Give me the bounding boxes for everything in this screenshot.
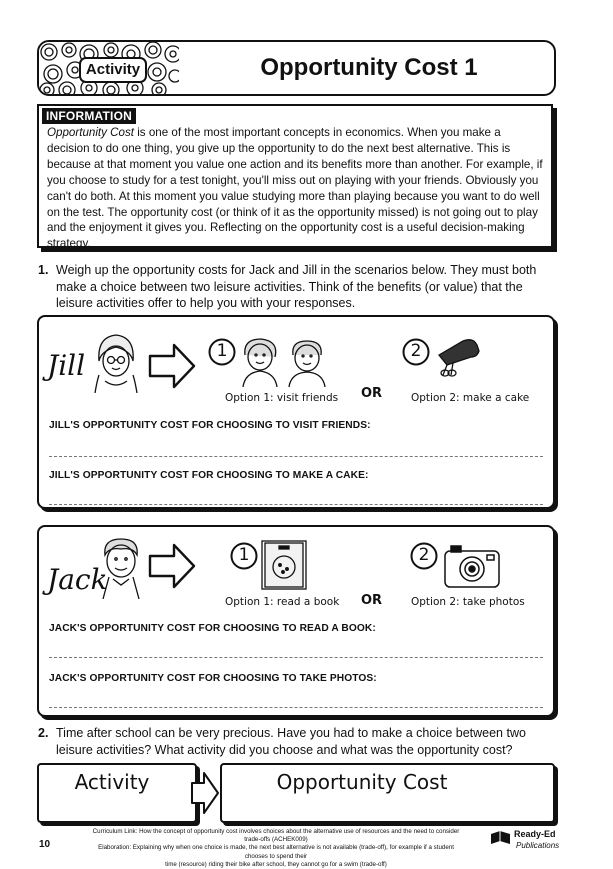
curriculum-line-2: Elaboration: Explaining why when one choice is made, the next best alternative is not available (trade-off), for example if a student chooses to spend their <box>98 844 454 860</box>
opportunity-cost-answer-box[interactable] <box>220 763 555 823</box>
curriculum-line-3: time (resource) riding their bike after school, they cannot go for a swim (trade-off) <box>165 860 387 868</box>
jill-option-1-number: 1 <box>216 341 228 361</box>
bottom-arrow-icon <box>190 770 220 816</box>
jill-option-2-number: 2 <box>410 341 422 361</box>
jack-option-1-number: 1 <box>238 545 250 565</box>
jill-option-2-label: Option 2: make a cake <box>411 392 530 404</box>
activity-tag: Activity <box>79 57 147 83</box>
question-1-number: 1. <box>38 263 49 277</box>
jill-answer-line-1[interactable] <box>49 456 543 457</box>
jill-cost-question-1: JILL'S OPPORTUNITY COST FOR CHOOSING TO VISIT FRIENDS: <box>49 420 371 431</box>
question-2-number: 2. <box>38 726 49 740</box>
brand-sub: Publications <box>516 841 560 850</box>
jill-option-1-label: Option 1: visit friends <box>225 392 339 404</box>
jack-or-label: OR <box>361 593 383 608</box>
question-2-text: Time after school can be very precious. Have you had to make a choice between two leisure activities? What activity did you choose and what was the opportunity cost? <box>56 726 526 757</box>
jack-scenario-box <box>37 525 555 717</box>
book-icon <box>259 539 309 591</box>
jill-arrow-icon <box>147 342 197 390</box>
jack-option-1-label: Option 1: read a book <box>225 596 340 608</box>
jack-portrait-icon <box>97 535 145 599</box>
information-label: INFORMATION <box>42 108 136 124</box>
page-title: Opportunity Cost 1 <box>260 54 478 81</box>
jill-or-label: OR <box>361 386 383 401</box>
jack-arrow-icon <box>147 542 197 590</box>
jack-name: Jack <box>47 563 108 596</box>
information-box <box>37 104 553 251</box>
information-body: is one of the most important concepts in economics. When you make a decision to do one thing, you give up the opportunity to do the next best alternative. This is because at that moment you value one action and its benefits more than another. For example, if you choose to study for a test tonight, you'll miss out on playing with your friends. Obviously you can't do both. At this moment you value studying more than playing because you want to do well on the test. The opportunity cost (or think of it as the opportunity missed) is not going out to play and the enjoyment it gives you. Reflecting on the opportunity cost is a useful decision-making strategy. <box>47 126 543 251</box>
jack-cost-question-2: JACK'S OPPORTUNITY COST FOR CHOOSING TO TAKE PHOTOS: <box>49 673 377 684</box>
activity-box-label: Activity <box>74 770 150 794</box>
jill-name: Jill <box>47 349 86 382</box>
jack-option-2-number: 2 <box>418 545 430 565</box>
mixer-icon <box>433 337 485 377</box>
camera-icon <box>441 541 503 591</box>
information-term: Opportunity Cost <box>47 126 134 139</box>
jack-answer-line-1[interactable] <box>49 657 543 658</box>
ready-ed-logo-icon <box>490 830 512 846</box>
jack-cost-question-1: JACK'S OPPORTUNITY COST FOR CHOOSING TO READ A BOOK: <box>49 623 376 634</box>
jill-cost-question-2: JILL'S OPPORTUNITY COST FOR CHOOSING TO MAKE A CAKE: <box>49 470 369 481</box>
jack-answer-line-2[interactable] <box>49 707 543 708</box>
information-text <box>47 125 545 252</box>
activity-answer-box[interactable] <box>37 763 197 823</box>
curriculum-link <box>86 828 466 869</box>
jill-scenario-box <box>37 315 555 509</box>
jill-answer-line-2[interactable] <box>49 504 543 505</box>
curriculum-line-1: Curriculum Link: How the concept of opportunity cost involves choices about the alternative use of resources and the need to consider trade-offs (ACHEK009) <box>92 828 460 844</box>
page-number: 10 <box>39 839 51 850</box>
friends-icon <box>235 333 335 387</box>
question-1-text: Weigh up the opportunity costs for Jack and Jill in the scenarios below. They must both make a choice between two leisure activities. Think of the benefits (or value) that the leisure activities offer to help you with your responses. <box>56 263 537 310</box>
jill-portrait-icon <box>91 331 141 393</box>
brand-name: Ready-Ed <box>514 829 556 839</box>
title-banner <box>37 40 556 96</box>
opportunity-cost-box-label: Opportunity Cost <box>276 770 448 794</box>
jack-option-2-label: Option 2: take photos <box>411 596 525 608</box>
